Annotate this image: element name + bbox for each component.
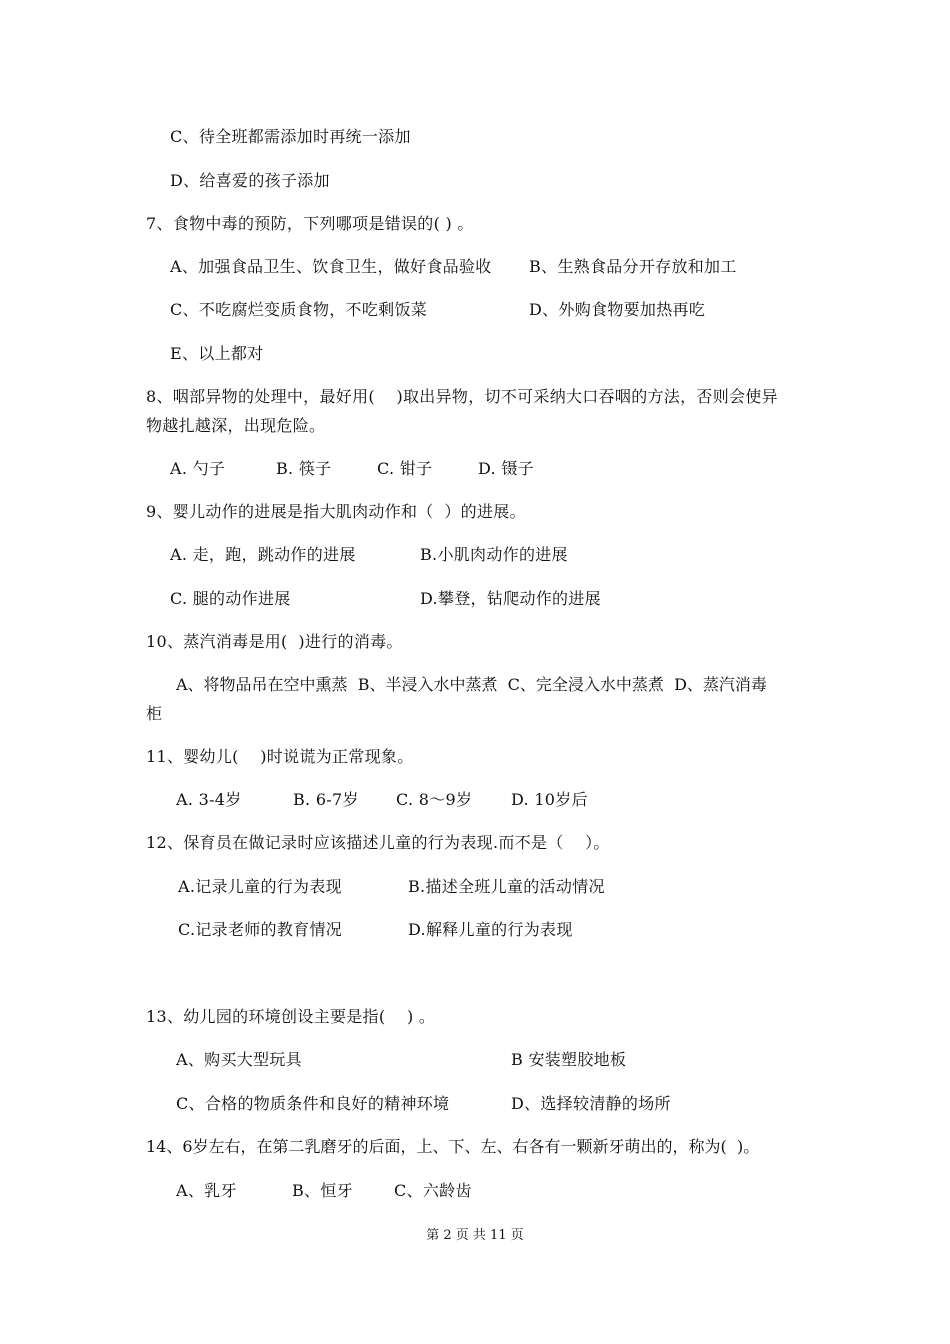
q14-option-c: C、六龄齿: [394, 1181, 472, 1200]
q8-stem-line1: 8、咽部异物的处理中，最好用( )取出异物，切不可采纳大口吞咽的方法，否则会使异: [146, 387, 778, 406]
q12-stem: 12、保育员在做记录时应该描述儿童的行为表现.而不是（ ）。: [146, 833, 610, 852]
q11-option-c: C. 8～9岁: [396, 790, 473, 809]
q7-stem: 7、食物中毒的预防，下列哪项是错误的( ) 。: [146, 214, 474, 233]
q12-option-b: B.描述全班儿童的活动情况: [408, 877, 605, 896]
q8-option-d: D. 镊子: [478, 459, 534, 478]
q7-option-e: E、以上都对: [170, 344, 264, 363]
q9-option-b: B.小肌肉动作的进展: [420, 545, 568, 564]
q9-option-a: A. 走，跑，跳动作的进展: [170, 545, 356, 564]
q11-stem: 11、婴幼儿( )时说谎为正常现象。: [146, 747, 414, 766]
q12-option-d: D.解释儿童的行为表现: [408, 920, 573, 939]
q13-option-c: C、合格的物质条件和良好的精神环境: [176, 1094, 450, 1113]
q6-option-d: D、给喜爱的孩子添加: [170, 171, 330, 190]
q14-option-b: B、恒牙: [292, 1181, 353, 1200]
q6-option-c: C、待全班都需添加时再统一添加: [170, 127, 411, 146]
q8-option-b: B. 筷子: [276, 459, 332, 478]
q10-options-wrap: 柜: [146, 704, 163, 723]
q9-option-c: C. 腿的动作进展: [170, 589, 291, 608]
q13-stem: 13、幼儿园的环境创设主要是指( ) 。: [146, 1007, 436, 1026]
q14-option-a: A、乳牙: [176, 1181, 237, 1200]
q10-stem: 10、蒸汽消毒是用( )进行的消毒。: [146, 632, 403, 651]
q9-stem: 9、婴儿动作的进展是指大肌肉动作和（ ）的进展。: [146, 502, 526, 521]
q12-option-a: A.记录儿童的行为表现: [178, 877, 342, 896]
q7-option-b: B、生熟食品分开存放和加工: [529, 257, 737, 276]
q10-options: A、将物品吊在空中熏蒸 B、半浸入水中蒸煮 C、完全浸入水中蒸煮 D、蒸汽消毒: [176, 675, 767, 694]
q11-option-a: A. 3-4岁: [176, 790, 242, 809]
q7-option-d: D、外购食物要加热再吃: [529, 300, 706, 319]
q8-option-c: C. 钳子: [377, 459, 433, 478]
q13-option-d: D、选择较清静的场所: [511, 1094, 671, 1113]
q7-option-c: C、不吃腐烂变质食物，不吃剩饭菜: [170, 300, 428, 319]
q13-option-b: B 安装塑胶地板: [511, 1050, 627, 1069]
q11-option-b: B. 6-7岁: [293, 790, 359, 809]
q11-option-d: D. 10岁后: [511, 790, 588, 809]
q13-option-a: A、购买大型玩具: [176, 1050, 302, 1069]
q8-stem-line2: 物越扎越深，出现危险。: [146, 416, 326, 435]
page-footer: 第 2 页 共 11 页: [426, 1228, 524, 1243]
q12-option-c: C.记录老师的教育情况: [178, 920, 343, 939]
q7-option-a: A、加强食品卫生、饮食卫生，做好食品验收: [170, 257, 492, 276]
q8-option-a: A. 勺子: [170, 459, 226, 478]
q9-option-d: D.攀登，钻爬动作的进展: [420, 589, 601, 608]
q14-stem: 14、6岁左右，在第二乳磨牙的后面，上、下、左、右各有一颗新牙萌出的，称为( )。: [146, 1137, 760, 1156]
